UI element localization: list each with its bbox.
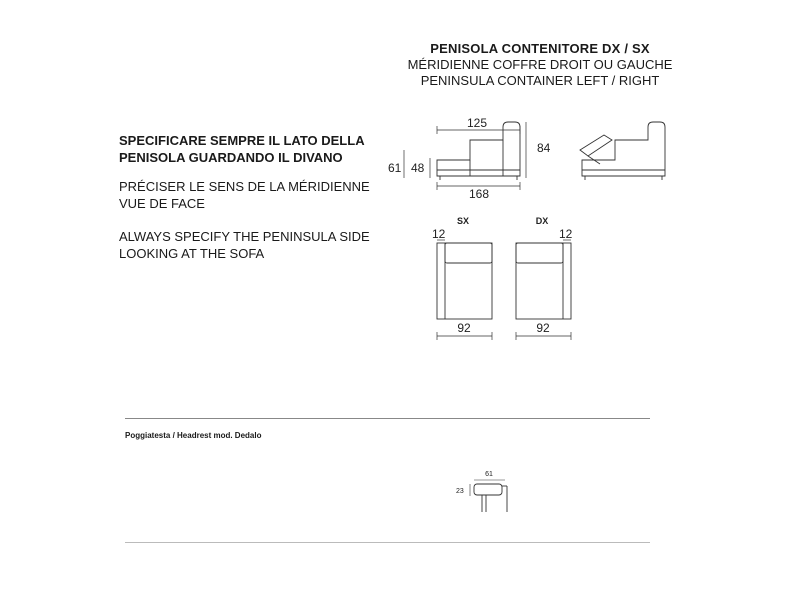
title-italian: PENISOLA CONTENITORE DX / SX [430,41,650,56]
note-french: PRÉCISER LE SENS DE LA MÉRIDIENNE VUE DE FACE [119,179,370,211]
plan-right-label: DX [535,216,549,226]
note-english: ALWAYS SPECIFY THE PENINSULA SIDE LOOKING AT THE SOFA [119,229,370,261]
side-view-open [580,122,665,180]
side-view-closed [404,122,526,190]
plan-left-arm: 12 [432,227,446,241]
dim-outer-seat-height: 61 [388,161,402,175]
plan-left-width: 92 [457,321,471,335]
headrest-height: 23 [456,488,464,495]
plan-right-arm: 12 [559,227,573,241]
divider-top [125,418,650,419]
headrest-drawing [470,480,507,512]
title-english: PENINSULA CONTAINER LEFT / RIGHT [420,73,660,88]
plan-right-width: 92 [536,321,550,335]
dim-bottom-length: 168 [468,187,490,201]
note-italian: SPECIFICARE SEMPRE IL LATO DELLA PENISOLA GUARDANDO IL DIVANO [119,133,365,165]
divider-bottom [125,542,650,543]
plan-left-label: SX [456,216,470,226]
title-french: MÉRIDIENNE COFFRE DROIT OU GAUCHE [407,57,673,72]
headrest-width: 61 [485,471,493,478]
dim-inner-seat-height: 48 [411,161,425,175]
dim-top-length: 125 [466,116,488,130]
dim-total-height: 84 [537,141,551,155]
headrest-label: Poggiatesta / Headrest mod. Dedalo [125,431,262,440]
